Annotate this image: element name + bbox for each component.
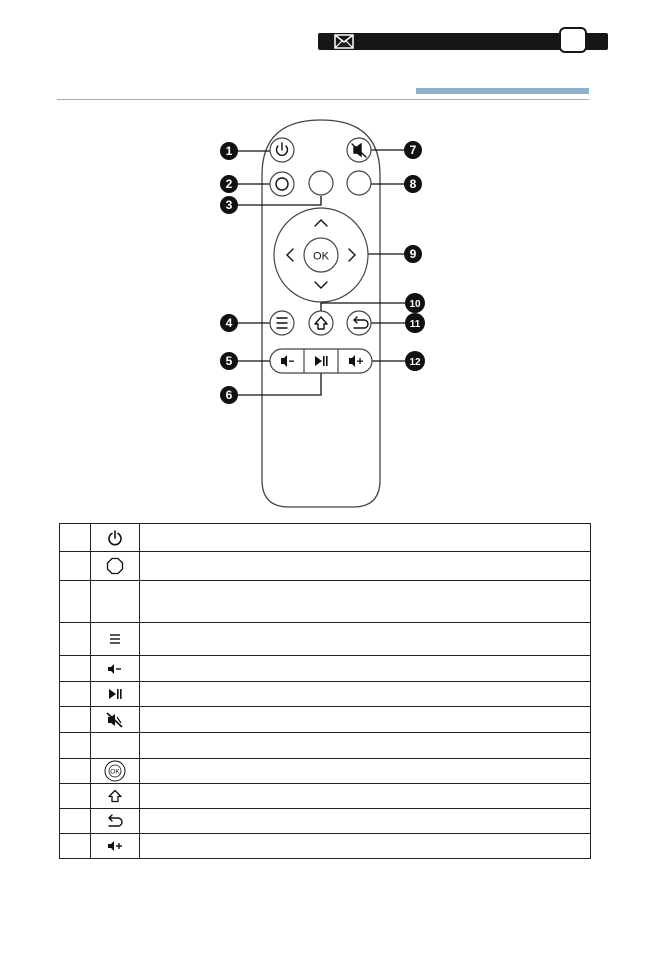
svg-text:OK: OK: [110, 768, 120, 776]
legend-text: [140, 733, 591, 759]
callout-5: 5: [225, 354, 233, 368]
menu-icon: [109, 633, 121, 645]
callout-1: 1: [225, 144, 233, 158]
mute-icon: [106, 712, 124, 728]
home-button: [309, 311, 333, 335]
blank-button-8: [347, 171, 371, 195]
settings-button: [270, 172, 294, 196]
legend-icon-cell: [91, 707, 140, 733]
legend-num-cell: [60, 656, 91, 682]
legend-num-cell: [60, 552, 91, 581]
legend-row-4: [60, 623, 591, 656]
legend-row-2: [60, 552, 591, 581]
ok-dpad-icon: [104, 760, 126, 782]
legend-num-cell: [60, 784, 91, 809]
callout-6: 6: [225, 388, 233, 402]
callout-8: 8: [409, 177, 417, 191]
legend-text: [140, 682, 591, 707]
legend-num-cell: [60, 623, 91, 656]
callout-11: 11: [409, 319, 421, 330]
legend-text: [140, 623, 591, 656]
callout-4: 4: [225, 316, 233, 330]
legend-row-12: [60, 834, 591, 859]
legend-num-cell: [60, 524, 91, 552]
legend-icon-cell: [91, 656, 140, 682]
callout-7: 7: [409, 143, 417, 157]
callout-10: 10: [409, 299, 421, 310]
legend-icon-cell: [91, 834, 140, 859]
legend-icon-cell: [91, 784, 140, 809]
volume-down-icon: [107, 663, 123, 675]
legend-row-6: [60, 682, 591, 707]
legend-row-7: [60, 707, 591, 733]
blank-button-3: [309, 171, 333, 195]
callout-3: 3: [225, 198, 233, 212]
legend-icon-cell: [91, 759, 140, 784]
legend-icon-cell: [91, 809, 140, 834]
legend-text: [140, 552, 591, 581]
legend-text: [140, 707, 591, 733]
legend-icon-cell: [91, 524, 140, 552]
back-icon: [107, 814, 123, 828]
legend-row-8: [60, 733, 591, 759]
legend-icon-cell: [91, 623, 140, 656]
legend-num-cell: [60, 682, 91, 707]
play-pause-icon: [107, 688, 123, 700]
legend-num-cell: [60, 759, 91, 784]
power-icon: [107, 530, 123, 546]
legend-row-3: [60, 581, 591, 623]
callout-9: 9: [409, 247, 417, 261]
legend-num-cell: [60, 707, 91, 733]
legend-row-1: [60, 524, 591, 552]
legend-row-11: [60, 809, 591, 834]
legend-text: [140, 809, 591, 834]
legend-row-5: [60, 656, 591, 682]
legend-text: [140, 759, 591, 784]
callout-2: 2: [225, 177, 233, 191]
legend-icon-cell: [91, 682, 140, 707]
legend-num-cell: [60, 834, 91, 859]
legend-row-10: [60, 784, 591, 809]
ok-label: OK: [313, 250, 329, 263]
legend-icon-cell: [91, 733, 140, 759]
legend-text: [140, 656, 591, 682]
legend-text: [140, 581, 591, 623]
legend-text: [140, 784, 591, 809]
button-legend-table: [59, 523, 591, 859]
legend-icon-cell: [91, 581, 140, 623]
legend-row-9: [60, 759, 591, 784]
legend-text: [140, 524, 591, 552]
legend-text: [140, 834, 591, 859]
settings-icon: [106, 557, 124, 575]
legend-num-cell: [60, 809, 91, 834]
volume-up-icon: [107, 840, 123, 852]
home-icon: [108, 789, 122, 803]
legend-num-cell: [60, 581, 91, 623]
callout-12: 12: [409, 357, 421, 368]
legend-num-cell: [60, 733, 91, 759]
legend-icon-cell: [91, 552, 140, 581]
